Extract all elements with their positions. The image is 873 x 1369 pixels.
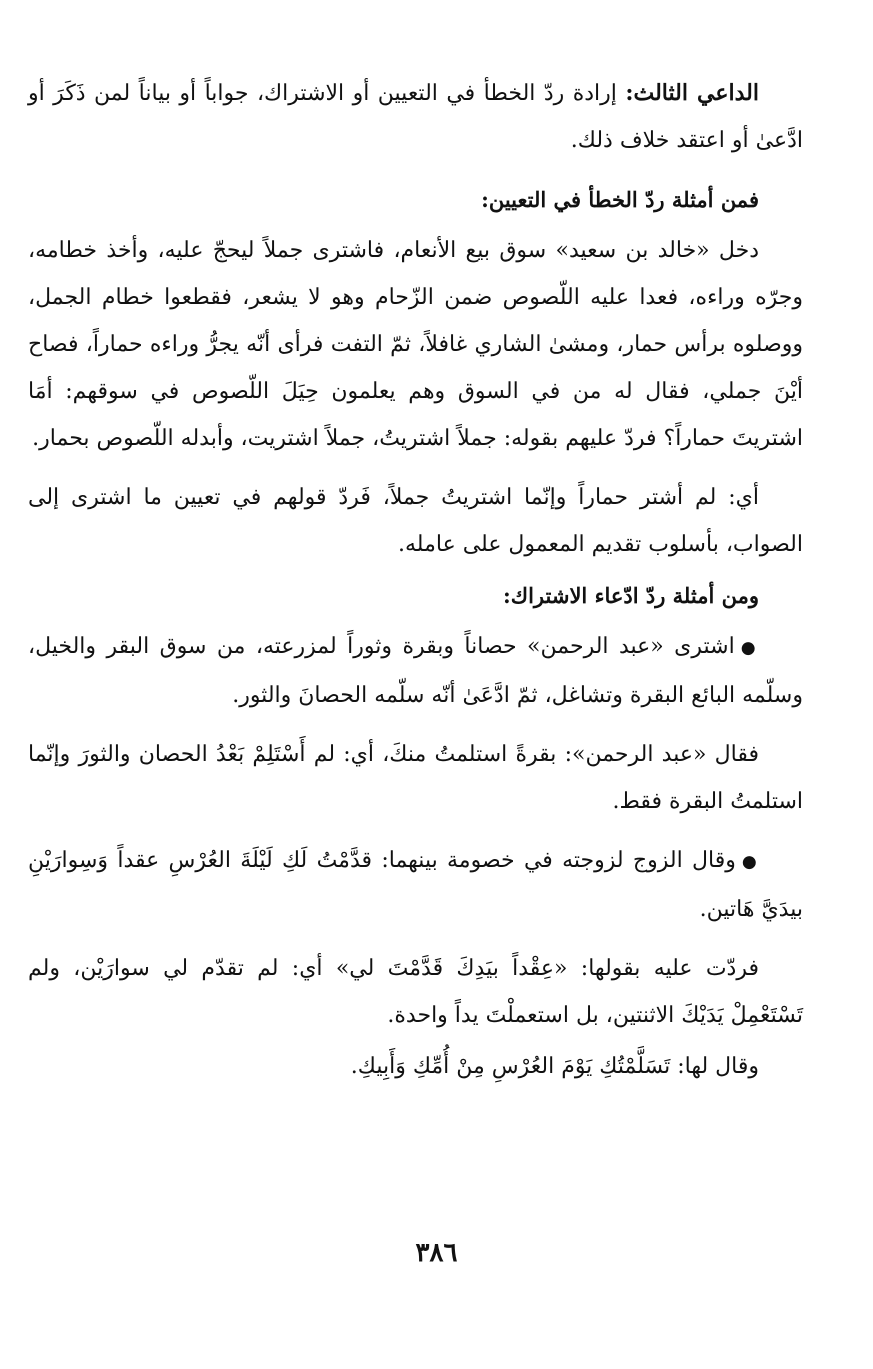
heading-ta3yeen-examples: فمن أمثلة ردّ الخطأ في التعيين: bbox=[481, 187, 759, 212]
story-husband-text: وقال الزوج لزوجته في خصومة بينهما: قدَّمْتُ لَكِ لَيْلَةَ العُرْسِ عقداً وَسِوارَيْنِ بيدَيَّ هَاتين. bbox=[28, 848, 803, 922]
story-khalid-paragraph: دخل «خالد بن سعيد» سوق بيع الأنعام، فاشترى جملاً ليحجّ عليه، وأخذ خطامه، وجرّه وراءه، فعدا عليه اللّصوص ضمن الزّحام وهو لا يشعر، فقطعوا خطام الجمل، ووصلوه برأس حمار، ومشىٰ الشاري غافلاً، ثمّ التفت فرأى أنّه يجرُّ وراءه حماراً، فصاح أيْنَ جملي، فقال له من في السوق وهم يعلمون حِيَلَ اللّصوص في سوقهم: أمَا اشتريتَ حماراً؟ فردّ عليهم بقوله: جملاً اشتريتُ، جملاً اشتريت، وأبدله اللّصوص بحمار. bbox=[28, 238, 803, 451]
story-husband-paragraph bbox=[28, 837, 803, 933]
section-three-label: الداعي الثالث: bbox=[625, 80, 759, 106]
story-abdulrahman-paragraph bbox=[28, 623, 803, 719]
section-three-paragraph bbox=[28, 70, 803, 164]
story-abdulrahman-text: اشترى «عبد الرحمن» حصاناً وبقرة وثوراً لمزرعته، من سوق البقر والخيل، وسلّمه البائع البقرة وتشاغل، ثمّ ادَّعَىٰ أنّه سلّمه الحصانَ والثور. bbox=[28, 634, 803, 708]
page-body bbox=[28, 70, 803, 1090]
section-three-text: إرادة ردّ الخطأ في التعيين أو الاشتراك، جواباً أو بياناً لمن ذَكَرَ أو ادَّعىٰ أو اعتقد خلاف ذلك. bbox=[28, 81, 803, 153]
page-number: ٣٨٦ bbox=[415, 1238, 458, 1268]
explanation-khalid-paragraph: أي: لم أشتر حماراً وإنّما اشتريتُ جملاً، فَردّ قولهم في تعيين ما اشترى إلى الصواب، بأسلوب تقديم المعمول على عامله. bbox=[28, 485, 803, 557]
reply-abdulrahman-paragraph: فقال «عبد الرحمن»: بقرةً استلمتُ منكَ، أي: لم أَسْتَلِمْ بَعْدُ الحصان والثورَ وإنّما استلمتُ البقرة فقط. bbox=[28, 742, 803, 814]
husband-final-paragraph: وقال لها: تَسَلَّمْتُكِ يَوْمَ العُرْسِ مِنْ أُمِّكِ وَأَبِيكِ. bbox=[350, 1054, 759, 1079]
heading-ishtirak-examples: ومن أمثلة ردّ ادّعاء الاشتراك: bbox=[503, 583, 759, 608]
bullet-icon: ● bbox=[741, 852, 759, 872]
reply-wife-paragraph: فردّت عليه بقولها: «عِقْداً بيَدِكَ قَدَّمْتَ لي» أي: لم تقدّم لي سوارَيْن، ولم تَسْتَعْمِلْ يَدَيْكَ الاثنتين، بل استعملْتَ يداً واحدة. bbox=[28, 956, 803, 1028]
bullet-icon: ● bbox=[740, 638, 759, 658]
